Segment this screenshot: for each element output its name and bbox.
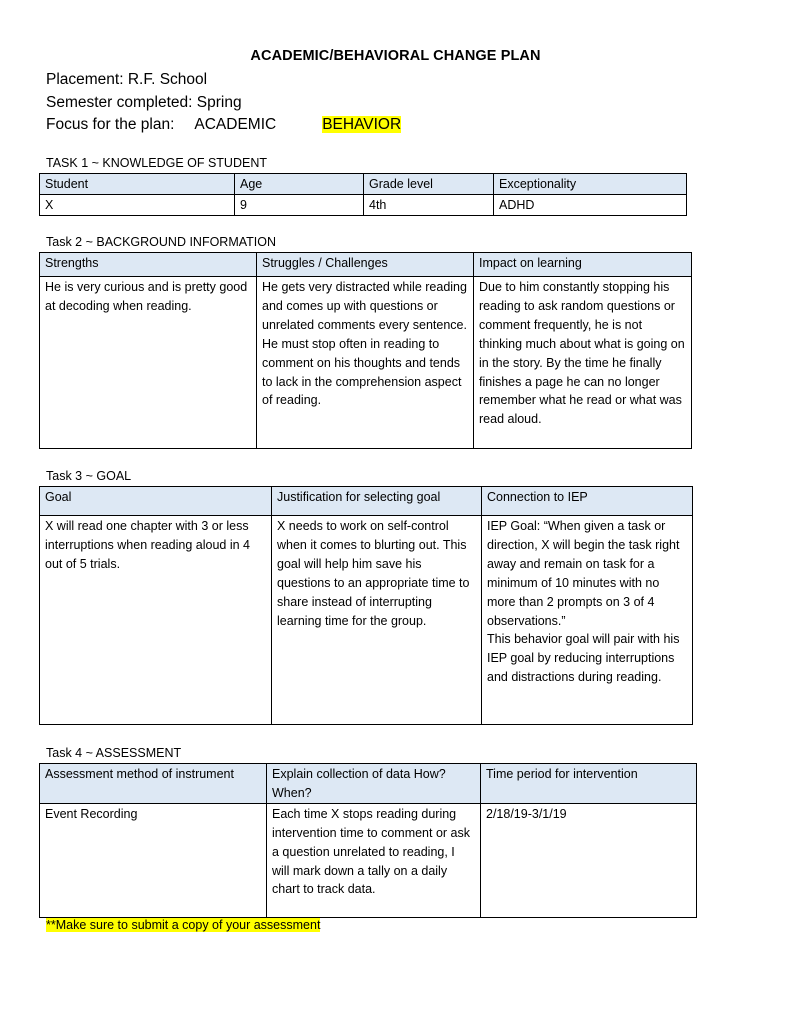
focus-option-behavior: BEHAVIOR [322,116,402,133]
table-header-row [40,487,693,516]
table-cell: He is very curious and is pretty good at decoding when reading. [40,277,257,449]
header-cell: Assessment method of instrument [40,764,267,804]
goal-table [39,486,693,725]
table-header-row [40,174,687,195]
assessment-table [39,763,697,918]
iep-goal-text: IEP Goal: “When given a task or direction, X will begin the task right away and remain on task for a minimum of 10 minutes with no more than 2 prompts on 3 of 4 observations.” [487,519,680,628]
iep-connection-text: This behavior goal will pair with his IEP goal by reducing interruptions and distractions during reading. [487,632,680,685]
header-cell: Grade level [364,174,494,195]
page-title: ACADEMIC/BEHAVIORAL CHANGE PLAN [250,48,541,64]
table-header-row [40,764,697,804]
header-cell: Strengths [40,253,257,277]
table-row [40,277,692,449]
header-cell: Time period for intervention [481,764,697,804]
semester-line: Semester completed: Spring [46,94,242,111]
table-cell: He gets very distracted while reading and comes up with questions or unrelated comments every sentence. He must stop often in reading to comment on his thoughts and tends to lack in the comprehension aspect of reading. [257,277,474,449]
table-cell: X will read one chapter with 3 or less interruptions when reading aloud in 4 out of 5 trials. [40,516,272,725]
table-row [40,803,697,917]
focus-option-academic: ACADEMIC [194,116,277,133]
header-cell: Age [235,174,364,195]
table-cell: Event Recording [40,803,267,917]
table-cell: ADHD [494,194,687,215]
task1-heading: TASK 1 ~ KNOWLEDGE OF STUDENT [46,156,267,170]
table-row [40,516,693,725]
submission-note-text: **Make sure to submit a copy of your assessment [46,918,321,932]
focus-line [46,115,401,135]
header-cell: Justification for selecting goal [272,487,482,516]
header-cell: Struggles / Challenges [257,253,474,277]
background-table [39,252,692,449]
task2-heading: Task 2 ~ BACKGROUND INFORMATION [46,235,277,249]
table-row [40,194,687,215]
header-cell: Impact on learning [474,253,692,277]
student-table [39,173,687,216]
table-cell: X needs to work on self-control when it comes to blurting out. This goal will help him save his questions to an appropriate time to share instead of interrupting learning time for the group. [272,516,482,725]
table-cell: 9 [235,194,364,215]
header-cell: Explain collection of data How? When? [267,764,481,804]
table-cell: 2/18/19-3/1/19 [481,803,697,917]
focus-label: Focus for the plan: [46,116,175,133]
header-cell: Connection to IEP [482,487,693,516]
task4-heading: Task 4 ~ ASSESSMENT [46,746,182,760]
header-cell: Goal [40,487,272,516]
header-cell: Exceptionality [494,174,687,195]
table-cell: Each time X stops reading during intervention time to comment or ask a question unrelated to reading, I will mark down a tally on a daily chart to track data. [267,803,481,917]
task3-heading: Task 3 ~ GOAL [46,469,132,483]
table-cell: 4th [364,194,494,215]
submission-note [46,918,320,932]
table-cell: X [40,194,235,215]
header-cell: Student [40,174,235,195]
placement-line: Placement: R.F. School [46,71,208,88]
table-cell [482,516,693,725]
table-header-row [40,253,692,277]
table-cell: Due to him constantly stopping his reading to ask random questions or comment frequently, he is not thinking much about what is going on in the story. By the time he finally finishes a page he can no longer remember what he read or what was read aloud. [474,277,692,449]
